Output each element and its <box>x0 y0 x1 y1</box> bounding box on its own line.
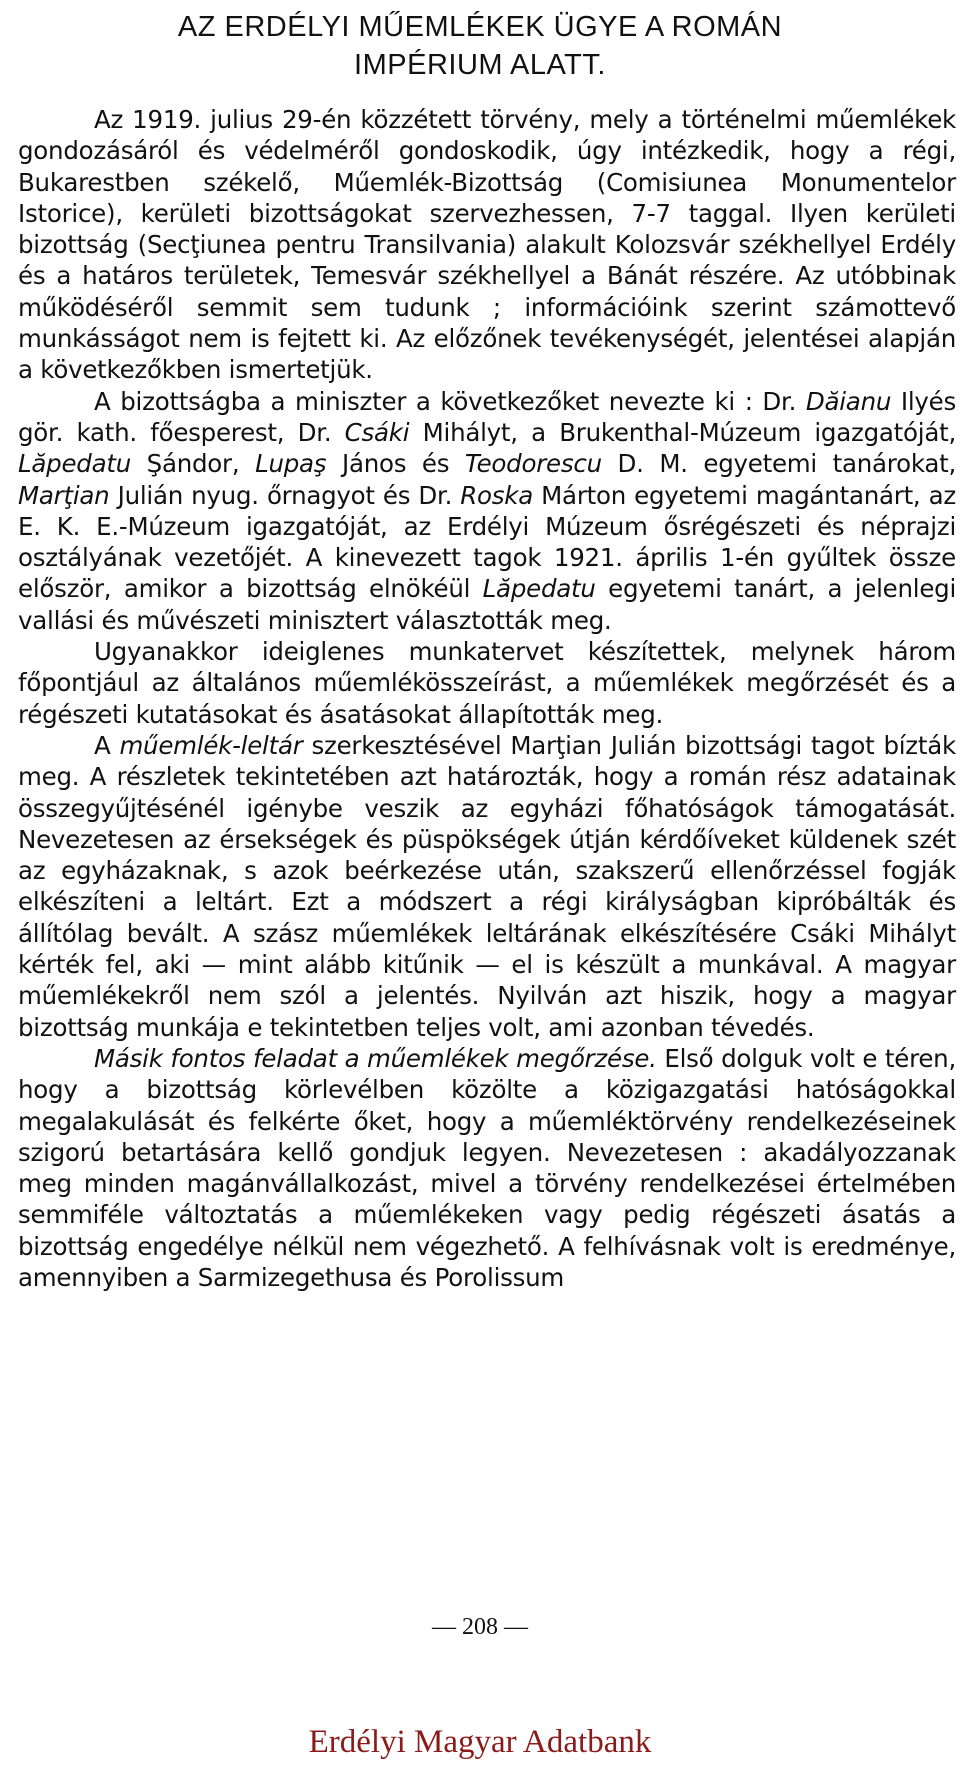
text-run: Márton egyetemi magántanárt, az E. K. E.-Múzeum igazgatóját, az Erdélyi Múzeum ősrégészeti és néprajzi osztályának vezetőjét. A kinevezett tagok 1921. április 1-én gyűltek össze először, amikor a bizottság elnökéül <box>18 480 956 604</box>
text-run: A <box>94 730 120 760</box>
italic-text: Dăianu <box>805 386 892 416</box>
text-run: Ugyanakkor ideiglenes munkatervet készítettek, melynek három főpontjául az általános műemlékösszeírást, a műemlékek megőrzését és a régészeti kutatásokat és ásatásokat állapították meg. <box>18 637 956 729</box>
text-run: Julián nyug. őrnagyot és Dr. <box>109 480 461 510</box>
paragraph <box>18 1043 956 1293</box>
text-run: szerkesztésével Marţian Julián bizottsági tagot bízták meg. A részletek tekintetében azt határozták, hogy a román rész adatainak összegyűjtésénél igénybe veszik az egyházi főhatóságok támogatását. Nevezetesen az érsekségek és püspökségek útján kérdőíveket küldenek szét az egyházaknak, s azok beérkezése után, szakszerű ellenőrzéssel fogják elkészíteni a leltárt. Ezt a módszert a régi királyságban kipróbálták és állítólag bevált. A szász műemlékek leltárának elkészítésére Csáki Mihályt kérték fel, aki — mint alább kitűnik — el is készült a munkával. A magyar műemlékekről nem szól a jelentés. Nyilván azt hiszik, hogy a magyar bizottság munkája e tekintetben teljes volt, ami azonban tévedés. <box>18 730 956 1042</box>
page-title <box>0 8 960 84</box>
source-watermark: Erdélyi Magyar Adatbank <box>308 1724 652 1760</box>
italic-text: műemlék-leltár <box>119 730 303 760</box>
italic-text: Másik fontos feladat a műemlékek megőrzése. <box>94 1043 657 1073</box>
page-number: — 208 — <box>432 1614 528 1640</box>
paragraph <box>18 730 956 1043</box>
title-line-2: IMPÉRIUM ALATT. <box>354 49 606 81</box>
title-line-1: AZ ERDÉLYI MŰEMLÉKEK ÜGYE A ROMÁN <box>177 11 783 43</box>
text-run: egyetemi tanárt, a jelenlegi vallási és művészeti minisztert választották meg. <box>18 574 957 635</box>
text-run: Mihályt, a Brukenthal-Múzeum igazgatóját, <box>409 417 956 447</box>
italic-text: Csáki <box>344 417 410 447</box>
text-run: Şándor, <box>131 449 256 479</box>
italic-text: Lăpedatu <box>482 574 596 604</box>
body-text <box>18 104 956 1293</box>
text-run: A bizottságba a miniszter a következőket nevezte ki : Dr. <box>94 386 806 416</box>
italic-text: Lăpedatu <box>18 449 131 479</box>
text-run: Az 1919. julius 29-én közzétett törvény, mely a történelmi műemlékek gondozásáról és védelméről gondoskodik, úgy intézkedik, hogy a régi, Bukarestben székelő, Műemlék-Bizottság (Comisiunea Monumentelor Istorice), kerületi bizottságokat szervezhessen, 7-7 taggal. Ilyen kerületi bizottság (Secţiunea pentru Transilvania) alakult Kolozsvár székhellyel Erdély és a határos területek, Temesvár székhellyel a Bánát részére. Az utóbbinak működéséről semmit sem tudunk ; információink szerint számottevő munkásságot nem is fejtett ki. Az előzőnek tevékenységét, jelentései alapján a következőkben ismertetjük. <box>18 105 956 385</box>
paragraph <box>18 386 956 636</box>
paragraph <box>18 636 956 730</box>
paragraph <box>18 104 956 386</box>
italic-text: Teodorescu <box>464 449 602 479</box>
italic-text: Roska <box>460 480 534 510</box>
italic-text: Marţian <box>18 480 110 510</box>
text-run: Ilyés gör. kath. főesperest, Dr. <box>18 386 956 447</box>
italic-text: Lupaş <box>255 449 327 479</box>
text-run: János és <box>326 449 465 479</box>
text-run: D. M. egyetemi tanárokat, <box>601 449 956 479</box>
text-run: Első dolguk volt e téren, hogy a bizottság körlevélben közölte a közigazgatási hatóságokkal megalakulását és felkérte őket, hogy a műemléktörvény rendelkezéseinek szigorú betartására kellő gondjuk legyen. Nevezetesen : akadályozzanak meg minden magánvállalkozást, mivel a törvény rendelkezései értelmében semmiféle változtatás a műemlékeken vagy pedig régészeti ásatás a bizottság engedélye nélkül nem végezhető. A felhívásnak volt is eredménye, amennyiben a Sarmizegethusa és Porolissum <box>18 1043 956 1292</box>
